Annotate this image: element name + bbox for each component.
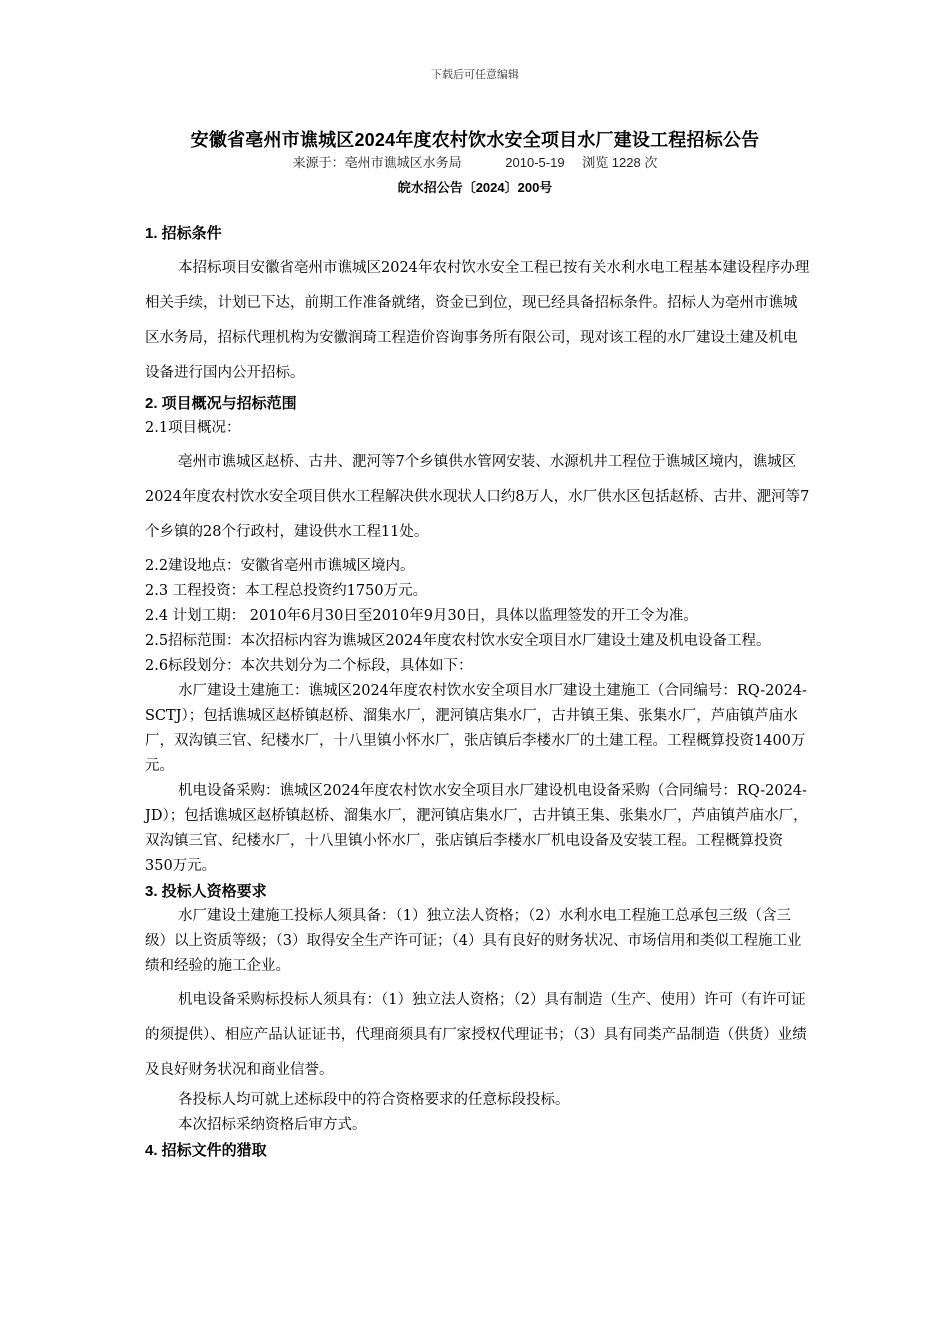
section-1-paragraph: 本招标项目安徽省亳州市谯城区2024年农村饮水安全工程已按有关水利水电工程基本建设程序办理相关手续，计划已下达，前期工作准备就绪，资金已到位，现已经具备招标条件。招标人为亳州市谯城区水务局，招标代理机构为安徽润琦工程造价咨询事务所有限公司，现对该工程的水厂建设土建及机电设备进行国内公开招标。 — [145, 260, 810, 381]
header-note: 下载后可任意编辑 — [431, 68, 519, 81]
section-2-3: 2.3 工程投资：本工程总投资约1750万元。 — [145, 583, 428, 599]
section-3-note-2: 本次招标采纳资格后审方式。 — [178, 1117, 367, 1133]
section-2-2: 2.2建设地点：安徽省亳州市谯城区境内。 — [145, 558, 415, 574]
section-2-5: 2.5招标范围：本次招标内容为谯城区2024年度农村饮水安全项目水厂建设土建及机电设备工程。 — [145, 633, 771, 649]
section-2-1-label: 2.1项目概况： — [145, 420, 241, 436]
section-2-6-civil: 水厂建设土建施工：谯城区2024年度农村饮水安全项目水厂建设土建施工（合同编号：RQ-2024-SCTJ）；包括谯城区赵桥镇赵桥、溜集水厂，淝河镇店集水厂，古井镇王集、张集水厂，芦庙镇芦庙水厂，双沟镇三官、纪楼水厂，十八里镇小怀水厂，张店镇后李楼水厂的土建工程。工程概算投资1400万元。 — [145, 683, 807, 774]
meta-views: 浏览 1228 次 — [582, 155, 658, 170]
section-4-heading: 4. 招标文件的猎取 — [145, 1142, 267, 1159]
section-3-civil-requirements: 水厂建设土建施工投标人须具备：（1）独立法人资格；（2）水利水电工程施工总承包三级（含三级）以上资质等级；（3）取得安全生产许可证；（4）具有良好的财务状况、市场信用和类似工程施工业绩和经验的施工企业。 — [145, 908, 802, 974]
document-number: 皖水招公告〔2024〕200号 — [397, 180, 553, 195]
section-2-6: 2.6标段划分：本次共划分为二个标段，具体如下： — [145, 658, 473, 674]
section-2-6-equipment: 机电设备采购：谯城区2024年度农村饮水安全项目水厂建设机电设备采购（合同编号：RQ-2024-JD）；包括谯城区赵桥镇赵桥、溜集水厂，淝河镇店集水厂，古井镇王集、张集水厂，芦庙镇芦庙水厂，双沟镇三官、纪楼水厂，十八里镇小怀水厂，张店镇后李楼水厂机电设备及安装工程。工程概算投资350万元。 — [145, 783, 808, 874]
section-2-1-paragraph: 亳州市谯城区赵桥、古井、淝河等7个乡镇供水管网安装、水源机井工程位于谯城区境内，谯城区2024年度农村饮水安全项目供水工程解决供水现状人口约8万人，水厂供水区包括赵桥、古井、淝河等7个乡镇的28个行政村，建设供水工程11处。 — [145, 454, 810, 540]
section-3-heading: 3. 投标人资格要求 — [145, 883, 267, 900]
section-1-heading: 1. 招标条件 — [145, 225, 222, 242]
section-3-equipment-requirements: 机电设备采购标投标人须具有：（1）独立法人资格；（2）具有制造（生产、使用）许可（有许可证的须提供）、相应产品认证证书，代理商须具有厂家授权代理证书；（3）具有同类产品制造（供货）业绩及良好财务状况和商业信誉。 — [145, 992, 807, 1078]
document-body — [145, 220, 810, 1163]
meta-date: 2010-5-19 — [505, 155, 565, 170]
meta-line — [0, 152, 950, 171]
page-title: 安徽省亳州市谯城区2024年度农村饮水安全项目水厂建设工程招标公告 — [190, 130, 760, 150]
section-2-heading: 2. 项目概况与招标范围 — [145, 395, 297, 412]
section-3-note-1: 各投标人均可就上述标段中的符合资格要求的任意标段投标。 — [178, 1092, 570, 1108]
meta-source: 来源于：亳州市谯城区水务局 — [292, 155, 462, 170]
section-2-4: 2.4 计划工期： 2010年6月30日至2010年9月30日，具体以监理签发的开工令为准。 — [145, 608, 698, 624]
